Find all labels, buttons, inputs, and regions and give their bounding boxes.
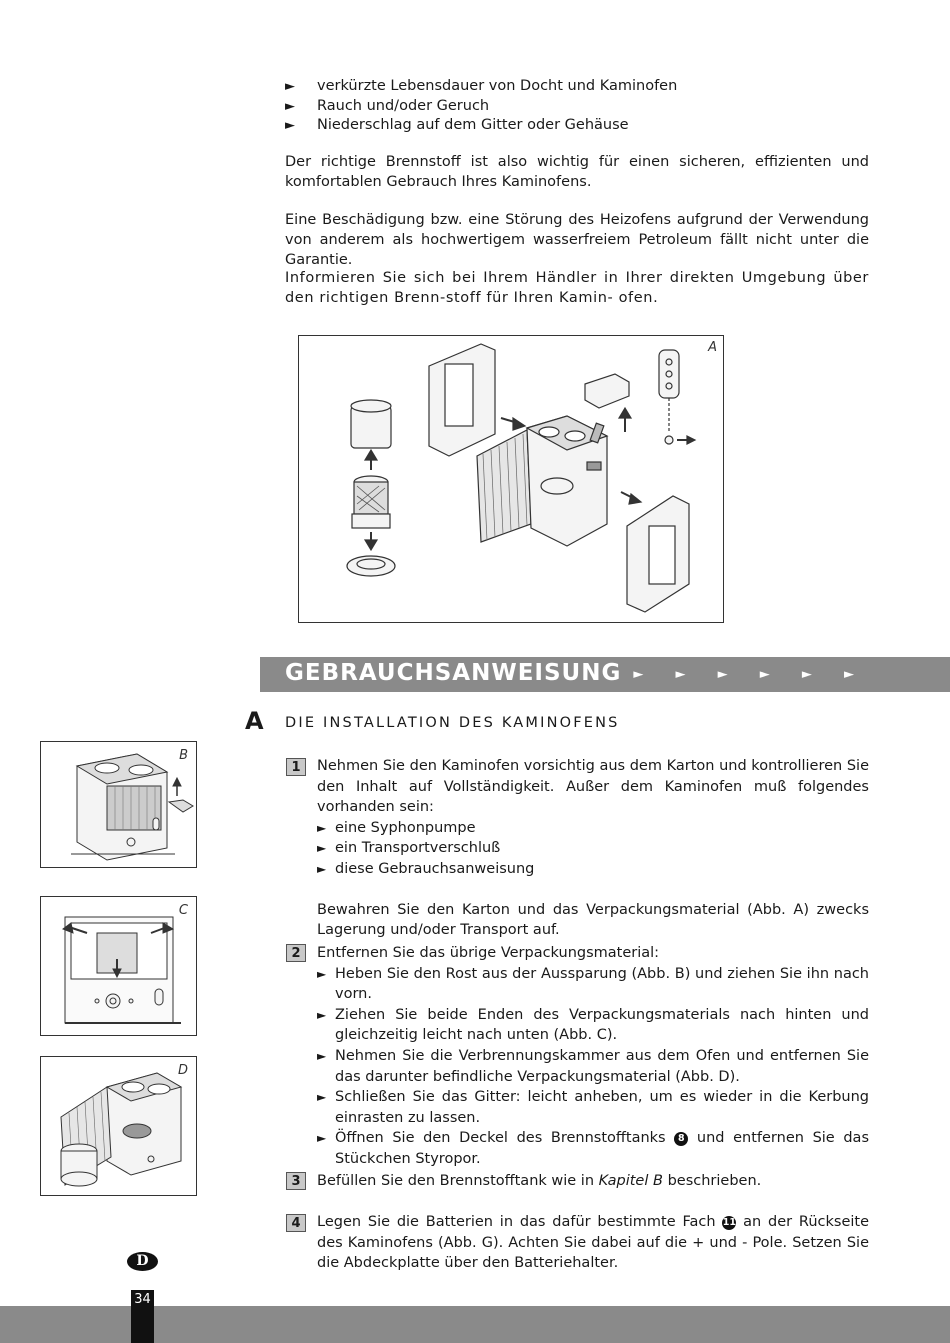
figure-b [40, 741, 197, 868]
figure-label: D [177, 1063, 188, 1078]
step-number: 4 [286, 1214, 306, 1232]
list-item: ► Schließen Sie das Gitter: leicht anheben, um es wieder in die Kerbung einrasten zu lassen. [317, 1089, 869, 1126]
figure-label: C [178, 903, 188, 918]
step-text: Nehmen Sie den Kaminofen vorsichtig aus dem Karton und kontrollieren Sie den Inhalt auf Vollständigkeit. Außer dem Kaminofen muß folgendes vorhanden sein: [317, 758, 869, 816]
consequence-list [285, 76, 875, 135]
banner-arrows-icon: ► ► ► ► ► ► [633, 667, 868, 682]
list-item: ► Nehmen Sie die Verbrennungskammer aus dem Ofen und entfernen Sie das darunter befindliche Verpackungsmaterial (Abb. D). [317, 1047, 869, 1085]
list-item: ► eine Syphonpumpe [317, 818, 869, 839]
list-item: ► Ziehen Sie beide Enden des Verpackungsmaterials nach hinten und gleichzeitig leicht nach unten (Abb. C). [317, 1006, 869, 1044]
list-item: ► Niederschlag auf dem Gitter oder Gehäuse [285, 115, 875, 135]
step-3: Befüllen Sie den Brennstofftank wie in Kapitel B beschrieben. [317, 1173, 762, 1189]
bullet-triangle-icon: ► [317, 1007, 327, 1022]
figure-a-exploded-view [298, 335, 724, 623]
section-banner [260, 657, 950, 692]
bullet-triangle-icon: ► [317, 1131, 327, 1146]
list-item: ► verkürzte Lebensdauer von Docht und Kaminofen [285, 76, 875, 96]
step-number: 3 [286, 1172, 306, 1190]
heater-packaging-drawing [41, 897, 196, 1035]
bullet-triangle-icon: ► [317, 966, 327, 981]
paragraph-dealer: Informieren Sie sich bei Ihrem Händler in Ihrer direkten Umgebung über den richtigen Brenn-stoff für Ihren Kamin- ofen. [285, 270, 869, 306]
bullet-triangle-icon: ► [317, 1048, 327, 1063]
bullet-triangle-icon: ► [317, 820, 327, 835]
paragraph-warranty: Eine Beschädigung bzw. eine Störung des Heizofens aufgrund der Verwendung von anderem als hochwertigem wasserfreiem Petroleum fällt nicht unter die Garantie. [285, 212, 869, 268]
banner-title: GEBRAUCHSANWEISUNG [285, 660, 622, 686]
exploded-heater-drawing [299, 336, 723, 622]
figure-d [40, 1056, 197, 1196]
list-item: ► Heben Sie den Rost aus der Aussparung (Abb. B) und ziehen Sie ihn nach vorn. [317, 965, 869, 1003]
combustion-chamber-drawing [41, 1057, 196, 1195]
part-reference-badge: 8 [674, 1132, 688, 1146]
figure-label: A [708, 340, 717, 355]
section-letter: A [245, 707, 264, 735]
bullet-triangle-icon: ► [317, 861, 327, 876]
step-note: Bewahren Sie den Karton und das Verpackungsmaterial (Abb. A) zwecks Lagerung und/oder Transport auf. [317, 901, 869, 939]
bullet-triangle-icon: ► [285, 98, 295, 114]
chapter-reference: Kapitel B [598, 1173, 663, 1189]
bullet-triangle-icon: ► [317, 841, 327, 856]
list-item: ► Öffnen Sie den Deckel des Brennstofftanks 8 und entfernen Sie das Stückchen Styropor. [317, 1130, 869, 1167]
bullet-triangle-icon: ► [285, 79, 295, 94]
step-2 [317, 943, 869, 1170]
heater-grille-drawing [41, 742, 196, 867]
step-1 [317, 756, 869, 941]
step-text: Entfernen Sie das übrige Verpackungsmaterial: [317, 945, 660, 961]
section-title: DIE INSTALLATION DES KAMINOFENS [285, 715, 620, 731]
bullet-triangle-icon: ► [285, 118, 295, 133]
language-badge: D [127, 1252, 158, 1271]
bullet-triangle-icon: ► [317, 1090, 327, 1105]
step-4: Legen Sie die Batterien in das dafür bestimmte Fach 11 an der Rückseite des Kaminofens (Abb. G). Achten Sie dabei auf die + und - Pole. Setzen Sie die Abdeckplatte über den Batteriehalter. [317, 1214, 870, 1272]
step-number: 2 [286, 944, 306, 962]
list-item: ► ein Transportverschluß [317, 838, 869, 859]
figure-label: B [179, 748, 188, 763]
paragraph-fuel: Der richtige Brennstoff ist also wichtig für einen sicheren, effizienten und komfortablen Gebrauch Ihres Kaminofens. [285, 154, 869, 190]
list-item: ► Rauch und/oder Geruch [285, 96, 875, 116]
part-reference-badge: 11 [722, 1217, 736, 1228]
step-number: 1 [286, 758, 306, 776]
list-item: ► diese Gebrauchsanweisung [317, 859, 869, 880]
figure-c [40, 896, 197, 1036]
page-number: 34 [131, 1290, 154, 1343]
